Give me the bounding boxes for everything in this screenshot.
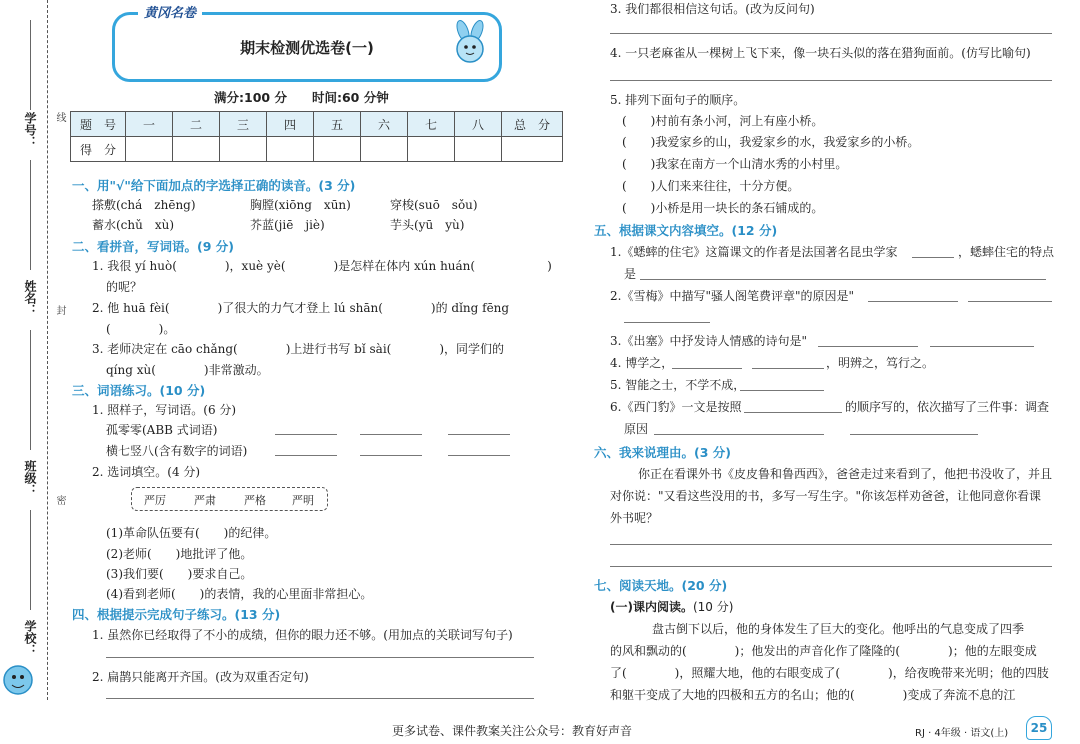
seal-char: 封	[54, 305, 65, 315]
pinyin-choice-item[interactable]: 蓄水(chǔ xù)	[92, 218, 175, 232]
order-item[interactable]: ( )村前有条小河，河上有座小桥。	[622, 114, 824, 128]
answer-line[interactable]	[275, 455, 337, 456]
question-line: 2.《雪梅》中描写"骚人阁笔费评章"的原因是"	[610, 289, 855, 303]
question-line: 3.《出塞》中抒发诗人情感的诗句是"	[610, 334, 807, 348]
answer-line[interactable]	[740, 390, 824, 391]
subsection-title-label: (一)课内阅读。	[610, 600, 693, 614]
answer-line[interactable]	[610, 544, 1052, 545]
table-header-cell: 七	[408, 112, 455, 137]
table-header-cell: 四	[267, 112, 314, 137]
order-item[interactable]: ( )小桥是用一块长的条石铺成的。	[622, 201, 824, 215]
table-header-cell: 三	[220, 112, 267, 137]
answer-line[interactable]	[744, 412, 842, 413]
question-line: 3. 我们都很相信这句话。(改为反问句)	[610, 2, 815, 16]
table-header-cell: 六	[361, 112, 408, 137]
binding-dashed-line	[47, 0, 48, 700]
reading-line: 的风和飘动的( )；他发出的声音化作了隆隆的( )；他的左眼变成	[610, 644, 1037, 658]
title-banner	[112, 12, 502, 82]
score-cell[interactable]	[408, 137, 455, 162]
section-3-title: 三、词语练习。(10 分)	[72, 383, 206, 398]
paragraph-line: 你正在看课外书《皮皮鲁和鲁西西》，爸爸走过来看到了，他把书没收了，并且	[638, 467, 1053, 481]
question-line: 4. 博学之，	[610, 356, 674, 370]
answer-line[interactable]	[624, 322, 710, 323]
section-2-title: 二、看拼音，写词语。(9 分)	[72, 239, 234, 254]
score-table-score-row	[71, 137, 563, 162]
pinyin-choice-item[interactable]: 穿梭(suō sǒu)	[390, 198, 478, 212]
question-line: 1. 虽然你已经取得了不小的成绩，但你的眼力还不够。(用加点的关联词写句子)	[92, 628, 513, 642]
reading-line: 了( )，照耀大地，他的右眼变成了( )，给夜晚带来光明；他的四肢	[610, 666, 1049, 680]
score-cell[interactable]	[361, 137, 408, 162]
subsection-title	[610, 598, 733, 615]
answer-line[interactable]	[360, 455, 422, 456]
subsection-score: (10 分)	[692, 600, 734, 614]
mascot-corner-icon	[0, 655, 44, 705]
side-blank-line	[30, 160, 31, 270]
side-label-school: 学校：	[23, 620, 37, 656]
section-6-title: 六、我来说理由。(3 分)	[594, 445, 731, 460]
question-line: ( )。	[106, 322, 176, 336]
table-header-cell: 八	[455, 112, 502, 137]
reading-line: 和躯干变成了大地的四极和五方的名山；他的( )变成了奔流不息的江	[610, 688, 1016, 702]
answer-line[interactable]	[275, 434, 337, 435]
pinyin-choice-item[interactable]: 搽敷(chá zhēng)	[92, 198, 196, 212]
answer-line[interactable]	[610, 33, 1052, 34]
side-label-class: 班级：	[23, 460, 37, 496]
answer-line[interactable]	[106, 657, 534, 658]
pinyin-choice-item[interactable]: 芥蓝(jiē jiè)	[250, 218, 325, 232]
score-cell[interactable]	[220, 137, 267, 162]
answer-line[interactable]	[610, 80, 1052, 81]
order-item[interactable]: ( )我家在南方一个山清水秀的小村里。	[622, 157, 848, 171]
page-title: 期末检测优选卷(一)	[240, 39, 374, 57]
reading-line: 盘古倒下以后，他的身体发生了巨大的变化。他呼出的气息变成了四季	[652, 622, 1025, 636]
question-line: 5. 智能之士，不学不成，	[610, 378, 746, 392]
brand-logo: 黄冈名卷	[138, 2, 202, 21]
table-header-cell: 题 号	[71, 112, 126, 137]
score-cell[interactable]	[502, 137, 563, 162]
paragraph-line: 对你说："又看这些没用的书，多写一写生字。"你该怎样劝爸爸，让他同意你看课	[610, 489, 1042, 503]
answer-line[interactable]	[654, 434, 824, 435]
order-item[interactable]: ( )人们来来往往，十分方便。	[622, 179, 800, 193]
fill-item: (3)我们要( )要求自己。	[106, 567, 253, 581]
score-info: 满分:100 分 时间:60 分钟	[214, 90, 389, 105]
question-line: ，明辨之，笃行之。	[826, 356, 935, 370]
answer-line[interactable]	[968, 301, 1052, 302]
answer-line[interactable]	[672, 368, 742, 369]
footer-note: 更多试卷、课件教案关注公众号：教育好声音	[392, 724, 633, 738]
answer-line[interactable]	[868, 301, 958, 302]
question-line: 6.《西门豹》一文是按照	[610, 400, 742, 414]
answer-line[interactable]	[448, 455, 510, 456]
footer-grade-info: RJ · 4年级 · 语文(上)	[915, 728, 1009, 739]
answer-line[interactable]	[818, 346, 918, 347]
score-table-header-row	[71, 112, 563, 137]
section-5-title: 五、根据课文内容填空。(12 分)	[594, 223, 778, 238]
section-7-title: 七、阅读天地。(20 分)	[594, 578, 728, 593]
pinyin-choice-item[interactable]: 芋头(yū yù)	[390, 218, 465, 232]
question-line: 孤零零(ABB 式词语)	[106, 423, 218, 437]
order-item[interactable]: ( )我爱家乡的山，我爱家乡的水，我爱家乡的小桥。	[622, 135, 920, 149]
question-line: 1. 我很 yí huò( )，xuè yè( )是怎样在体内 xún huán( )	[92, 259, 552, 273]
section-1-title: 一、用"√"给下面加点的字选择正确的读音。(3 分)	[72, 178, 356, 193]
question-line: 是	[624, 267, 637, 281]
question-line: 的呢？	[106, 280, 143, 294]
word-option: 严厉	[144, 494, 166, 507]
score-cell[interactable]	[455, 137, 502, 162]
fill-item: (2)老师( )地批评了他。	[106, 547, 253, 561]
seal-char: 密	[54, 495, 65, 505]
rabbit-mascot-icon	[441, 19, 495, 71]
question-line: qíng xù( )非常激动。	[106, 363, 269, 377]
question-line: 1. 照样子，写词语。(6 分)	[92, 403, 237, 417]
answer-line[interactable]	[850, 434, 978, 435]
question-line: 1.《蟋蟀的住宅》这篇课文的作者是法国著名昆虫学家	[610, 245, 898, 259]
question-line: 横七竖八(含有数字的词语)	[106, 444, 248, 458]
table-header-cell: 一	[126, 112, 173, 137]
word-option: 严明	[292, 494, 314, 507]
question-line: 的顺序写的，依次描写了三件事：调查	[845, 400, 1050, 414]
question-line: 原因	[624, 422, 649, 436]
paragraph-line: 外书呢？	[610, 511, 659, 525]
side-label-name: 姓名：	[23, 280, 37, 316]
table-header-cell: 总 分	[502, 112, 563, 137]
score-cell[interactable]	[126, 137, 173, 162]
answer-line[interactable]	[640, 279, 1046, 280]
table-header-cell: 五	[314, 112, 361, 137]
question-line: 2. 他 huā fèi( )了很大的力气才登上 lú shān( )的 dǐng fēng	[92, 301, 510, 315]
answer-line[interactable]	[912, 257, 954, 258]
side-blank-line	[30, 330, 31, 450]
side-label-student-number: 学号：	[23, 112, 37, 148]
question-line: 2. 扁鹊只能离开齐国。(改为双重否定句)	[92, 670, 309, 684]
answer-line[interactable]	[448, 434, 510, 435]
section-4-title: 四、根据提示完成句子练习。(13 分)	[72, 607, 281, 622]
table-row-label: 得 分	[71, 137, 126, 162]
question-line: 5. 排列下面句子的顺序。	[610, 93, 746, 107]
side-blank-line	[30, 20, 31, 110]
score-table	[70, 111, 563, 162]
fill-item: (1)革命队伍要有( )的纪律。	[106, 526, 277, 540]
answer-line[interactable]	[930, 346, 1034, 347]
score-cell[interactable]	[314, 137, 361, 162]
question-line: ，蟋蟀住宅的特点	[958, 245, 1055, 259]
answer-line[interactable]	[106, 698, 534, 699]
answer-line[interactable]	[752, 368, 824, 369]
answer-line[interactable]	[610, 566, 1052, 567]
word-option: 严肃	[194, 494, 216, 507]
word-option: 严格	[244, 494, 266, 507]
question-line: 2. 选词填空。(4 分)	[92, 465, 201, 479]
answer-line[interactable]	[360, 434, 422, 435]
table-header-cell: 二	[173, 112, 220, 137]
question-line: 4. 一只老麻雀从一棵树上飞下来，像一块石头似的落在猎狗面前。(仿写比喻句)	[610, 46, 1031, 60]
page-number: 25	[1026, 716, 1052, 740]
seal-char: 线	[54, 112, 65, 122]
score-cell[interactable]	[267, 137, 314, 162]
pinyin-choice-item[interactable]: 胸膛(xiōng xūn)	[250, 198, 351, 212]
side-blank-line	[30, 510, 31, 610]
fill-item: (4)看到老师( )的表情，我的心里面非常担心。	[106, 587, 373, 601]
question-line: 3. 老师决定在 cāo chǎng( )上进行书写 bǐ sài( )，同学们的	[92, 342, 505, 356]
word-choice-box	[131, 487, 328, 511]
score-cell[interactable]	[173, 137, 220, 162]
